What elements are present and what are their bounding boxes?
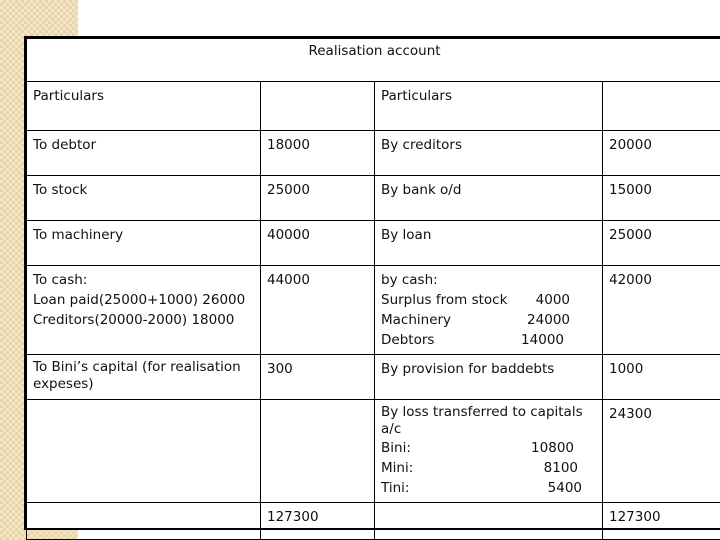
debit-cash-line: Loan paid(25000+1000) 26000 (33, 292, 246, 308)
debit-particular: To debtor (27, 131, 261, 176)
credit-cash-item (381, 310, 596, 330)
credit-particular: By provision for baddebts (375, 355, 603, 400)
debit-cash-line: Creditors(20000-2000) 18000 (33, 312, 235, 328)
realisation-account-table (26, 38, 720, 540)
debit-amount: 44000 (261, 266, 375, 355)
credit-particular: By loan (375, 221, 603, 266)
credit-amount: 20000 (603, 131, 720, 176)
credit-amount: 1000 (603, 355, 720, 400)
debit-particular (27, 400, 261, 503)
item-value: 10800 (531, 440, 574, 456)
credit-amount: 24300 (603, 400, 720, 503)
debit-total: 127300 (261, 503, 375, 540)
credit-amount: 25000 (603, 221, 720, 266)
item-value: 24000 (527, 312, 570, 328)
table-row (27, 266, 720, 355)
credit-particular: By creditors (375, 131, 603, 176)
table-row (27, 221, 720, 266)
credit-cash-heading: by cash: (381, 272, 438, 288)
credit-amount-header (603, 82, 720, 131)
item-label: Tini: (381, 480, 410, 496)
credit-cash-item (381, 330, 596, 350)
credit-loss-item (381, 438, 596, 458)
debit-amount (261, 400, 375, 503)
realisation-account-sheet (24, 36, 720, 530)
item-label: Bini: (381, 440, 411, 456)
item-value: 5400 (547, 480, 582, 496)
credit-loss-item (381, 478, 596, 498)
table-title: Realisation account (27, 39, 720, 82)
credit-amount: 42000 (603, 266, 720, 355)
totals-row (27, 503, 720, 540)
credit-cash-item (381, 290, 596, 310)
credit-loss-heading: By loss transferred to capitals a/c (381, 404, 583, 437)
table-row (27, 176, 720, 221)
credit-particular (375, 503, 603, 540)
item-value: 14000 (521, 332, 564, 348)
debit-amount: 300 (261, 355, 375, 400)
debit-amount: 40000 (261, 221, 375, 266)
table-row (27, 131, 720, 176)
item-value: 4000 (535, 292, 570, 308)
credit-loss-item (381, 458, 596, 478)
item-value: 8100 (543, 460, 578, 476)
credit-particular: By bank o/d (375, 176, 603, 221)
item-label: Debtors (381, 332, 435, 348)
debit-cash-cell (27, 266, 261, 355)
debit-amount: 25000 (261, 176, 375, 221)
debit-particular: To machinery (27, 221, 261, 266)
credit-particulars-header: Particulars (375, 82, 603, 131)
debit-particular: To stock (27, 176, 261, 221)
item-label: Surplus from stock (381, 292, 508, 308)
item-label: Mini: (381, 460, 414, 476)
item-label: Machinery (381, 312, 452, 328)
credit-cash-cell (375, 266, 603, 355)
debit-cash-line: To cash: (33, 272, 88, 288)
table-row (27, 400, 720, 503)
credit-amount: 15000 (603, 176, 720, 221)
credit-loss-cell (375, 400, 603, 503)
credit-total: 127300 (603, 503, 720, 540)
debit-particular: To Bini’s capital (for realisation expeses) (27, 355, 261, 400)
debit-particular (27, 503, 261, 540)
debit-particulars-header: Particulars (27, 82, 261, 131)
debit-amount-header (261, 82, 375, 131)
debit-amount: 18000 (261, 131, 375, 176)
table-row (27, 355, 720, 400)
